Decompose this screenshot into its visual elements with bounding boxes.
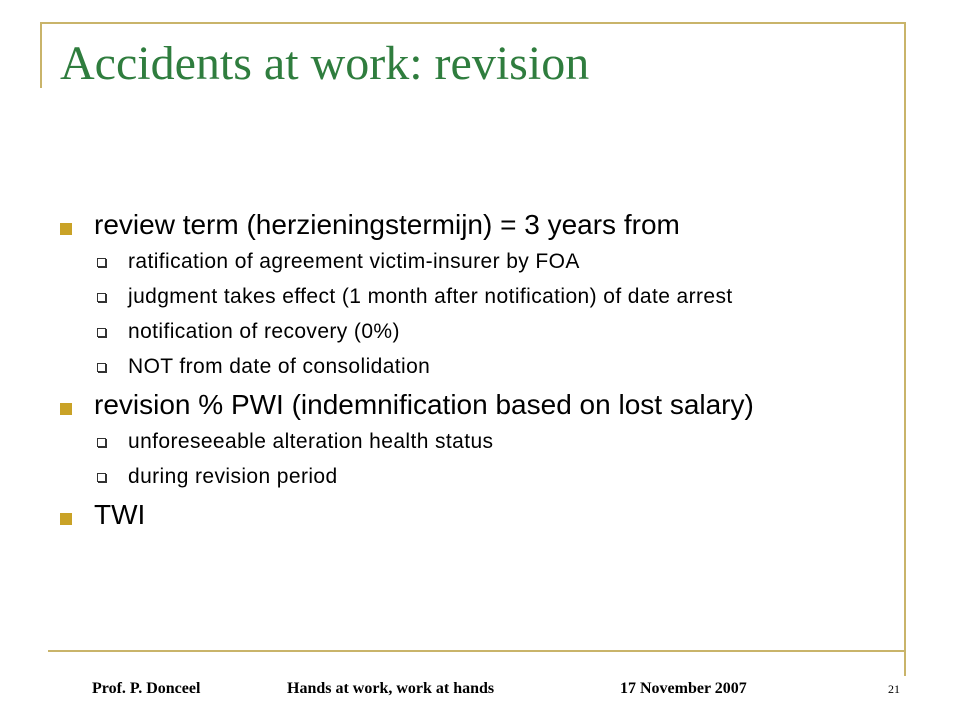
hollow-square-bullet-icon (97, 328, 106, 337)
frame-top-line (40, 22, 906, 24)
frame-left-line (40, 22, 42, 88)
page-number: 21 (888, 682, 900, 696)
hollow-square-bullet-icon (97, 438, 106, 447)
frame-bottom-line (48, 650, 906, 652)
hollow-square-bullet-icon (97, 258, 106, 267)
sub-bullet-item (60, 430, 850, 453)
bullet-item (60, 390, 850, 420)
sub-bullet-text: notification of recovery (0%) (128, 320, 400, 343)
footer-event: Hands at work, work at hands (287, 680, 495, 697)
bullet-text: review term (herzieningstermijn) = 3 years from (94, 209, 680, 240)
sub-bullet-text: ratification of agreement victim-insurer by FOA (128, 250, 580, 273)
sub-bullet-item (60, 465, 850, 488)
sub-bullet-item (60, 250, 850, 273)
sub-bullet-text: unforeseeable alteration health status (128, 430, 494, 453)
hollow-square-bullet-icon (97, 293, 106, 302)
footer-author: Prof. P. Donceel (92, 680, 201, 697)
bullet-item (60, 210, 850, 240)
slide-title: Accidents at work: revision (60, 37, 590, 90)
bullet-item (60, 500, 850, 530)
footer-date: 17 November 2007 (620, 680, 747, 697)
square-bullet-icon (60, 513, 72, 525)
bullet-text: revision % PWI (indemnification based on lost salary) (94, 389, 754, 420)
sub-bullet-text: NOT from date of consolidation (128, 355, 431, 378)
hollow-square-bullet-icon (97, 363, 106, 372)
sub-bullet-item (60, 285, 850, 308)
sub-bullet-item (60, 320, 850, 343)
sub-bullet-item (60, 355, 850, 378)
square-bullet-icon (60, 403, 72, 415)
bullet-text: TWI (94, 499, 146, 530)
sub-bullet-text: judgment takes effect (1 month after notification) of date arrest (128, 285, 733, 308)
square-bullet-icon (60, 223, 72, 235)
hollow-square-bullet-icon (97, 473, 106, 482)
slide-content (60, 210, 850, 540)
sub-bullet-text: during revision period (128, 465, 338, 488)
frame-right-line (904, 22, 906, 676)
